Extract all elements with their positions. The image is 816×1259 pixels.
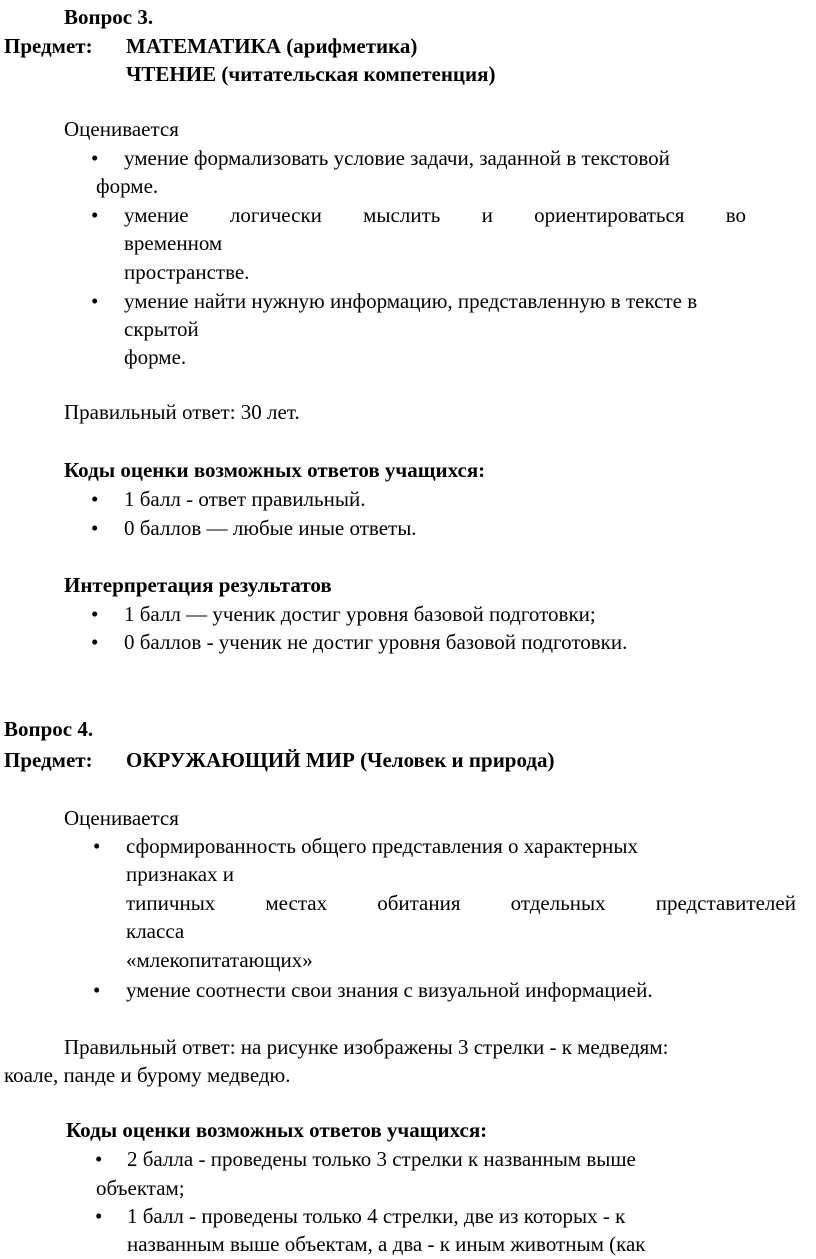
bullet-icon: • — [95, 1147, 103, 1171]
word: во — [725, 203, 746, 227]
q4-title: Вопрос 4. — [4, 717, 94, 741]
q4-bullet-2: умение соотнести свои знания с визуальной информацией. — [126, 978, 653, 1002]
q4-answer-line-1: Правильный ответ: на рисунке изображены 3 стрелки - к медведям: — [64, 1035, 669, 1059]
word: умение — [124, 203, 189, 227]
word: логически — [229, 203, 322, 227]
q4-code-2-line-1: 1 балл - проведены только 4 стрелки, две из которых - к — [127, 1204, 626, 1228]
word: представителей — [655, 891, 796, 915]
q3-code-0: 0 баллов — любые иные ответы. — [124, 516, 417, 540]
q3-bullet-1-line-2: форме. — [96, 174, 159, 198]
q4-bullet-1-line-3 — [126, 893, 796, 914]
word: и — [481, 203, 493, 227]
bullet-icon: • — [93, 978, 101, 1002]
bullet-icon: • — [91, 602, 99, 626]
q3-subject-math: МАТЕМАТИКА (арифметика) — [126, 34, 418, 58]
q4-subject-label: Предмет: — [4, 748, 93, 772]
word: отдельных — [510, 891, 606, 915]
q3-assessed-label: Оценивается — [64, 117, 179, 141]
q3-bullet-2-line-1 — [124, 205, 746, 226]
bullet-icon: • — [91, 630, 99, 654]
bullet-icon: • — [95, 1204, 103, 1228]
q3-bullet-2-line-2: временном — [124, 231, 223, 255]
q4-bullet-1-line-2: признаках и — [126, 862, 235, 886]
q3-bullet-2-line-3: пространстве. — [124, 260, 250, 284]
q4-code-1-line-1: 2 балла - проведены только 3 стрелки к названным выше — [127, 1147, 636, 1171]
q3-correct-answer: Правильный ответ: 30 лет. — [64, 400, 300, 424]
q4-subject-world: ОКРУЖАЮЩИЙ МИР (Человек и природа) — [126, 748, 555, 772]
word: обитания — [377, 891, 461, 915]
bullet-icon: • — [91, 203, 99, 227]
q4-codes-title: Коды оценки возможных ответов учащихся: — [66, 1118, 488, 1142]
q3-codes-title: Коды оценки возможных ответов учащихся: — [64, 458, 486, 482]
q3-bullet-3-line-1: умение найти нужную информацию, представленную в тексте в — [124, 289, 698, 313]
word: местах — [265, 891, 328, 915]
word: ориентироваться — [534, 203, 685, 227]
word: типичных — [126, 891, 216, 915]
q4-assessed-label: Оценивается — [64, 806, 179, 830]
q3-interp-title: Интерпретация результатов — [64, 573, 332, 597]
bullet-icon: • — [91, 487, 99, 511]
bullet-icon: • — [91, 516, 99, 540]
bullet-icon: • — [91, 146, 99, 170]
q3-code-1: 1 балл - ответ правильный. — [124, 487, 366, 511]
q4-bullet-1-line-5: «млекопитатающих» — [126, 948, 313, 972]
q3-bullet-1-line-1: умение формализовать условие задачи, заданной в текстовой — [124, 146, 670, 170]
q3-bullet-3-line-3: форме. — [124, 345, 187, 369]
q4-code-2-line-2: названным выше объектам, а два - к иным животным (как — [127, 1232, 646, 1256]
q3-interp-1: 1 балл — ученик достиг уровня базовой подготовки; — [124, 602, 596, 626]
q3-subject-reading: ЧТЕНИЕ (читательская компетенция) — [126, 62, 496, 86]
bullet-icon: • — [91, 289, 99, 313]
q4-bullet-1-line-4: класса — [126, 919, 185, 943]
q3-subject-label: Предмет: — [4, 34, 93, 58]
q3-interp-0: 0 баллов - ученик не достиг уровня базовой подготовки. — [124, 630, 628, 654]
bullet-icon: • — [93, 834, 101, 858]
q3-title: Вопрос 3. — [64, 5, 154, 29]
q4-code-1-line-2: объектам; — [96, 1176, 185, 1200]
q4-bullet-1-line-1: сформированность общего представления о характерных — [126, 834, 638, 858]
q3-bullet-3-line-2: скрытой — [124, 317, 199, 341]
q4-answer-line-2: коале, панде и бурому медведю. — [4, 1063, 291, 1087]
word: мыслить — [363, 203, 441, 227]
